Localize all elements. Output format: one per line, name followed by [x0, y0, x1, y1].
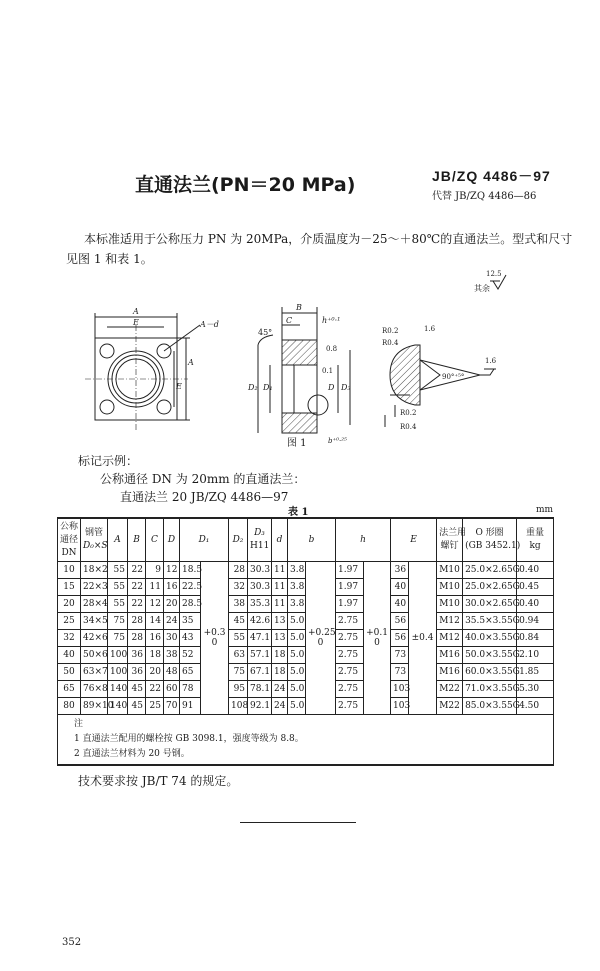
col-h-label: h: [360, 534, 366, 545]
col-screw-sub: 螺钉: [440, 541, 459, 551]
cell-h: 2.75: [336, 664, 364, 681]
cell-D: 60: [164, 681, 180, 698]
col-dn: 公称通径DN: [58, 518, 81, 562]
cell-D2: 75: [229, 664, 248, 681]
cell-pipe: 28×4: [81, 596, 108, 613]
cell-mass: 0.40: [517, 562, 554, 579]
cell-A: 55: [108, 562, 128, 579]
cell-d: 13: [272, 613, 288, 630]
cell-h: 1.97: [336, 562, 364, 579]
technical-requirements: 技术要求按 JB/T 74 的规定。: [78, 774, 239, 788]
col-h: [336, 518, 391, 562]
col-D1: [180, 518, 229, 562]
col-oring: [463, 518, 521, 562]
col-mass: [517, 518, 554, 562]
front-view: [85, 307, 219, 430]
cell-b: 5.0: [288, 681, 306, 698]
cell-h: 2.75: [336, 647, 364, 664]
cell-dn: 25: [58, 613, 81, 630]
cell-D1: 22.5: [180, 579, 201, 596]
document-title: 直通法兰(PN＝20 MPa): [135, 174, 356, 196]
cell-B: 22: [128, 562, 146, 579]
col-D3: [248, 518, 272, 562]
cell-d: 11: [272, 579, 288, 596]
page-number: 352: [62, 937, 82, 948]
cell-d: 11: [272, 562, 288, 579]
cell-D2: 95: [229, 681, 248, 698]
cell-D2: 55: [229, 630, 248, 647]
cell-C: 25: [146, 698, 164, 715]
cell-dn: 10: [58, 562, 81, 579]
cell-D1: 28.5: [180, 596, 201, 613]
table-unit: mm: [536, 505, 554, 515]
table-row: [58, 562, 554, 579]
cell-B: 28: [128, 630, 146, 647]
cell-D1: 52: [180, 647, 201, 664]
cell-screw: M10: [437, 579, 463, 596]
cell-pipe: 50×6: [81, 647, 108, 664]
cell-screw: M22: [437, 698, 463, 715]
intro-line-2: 见图 1 和表 1。: [66, 252, 153, 266]
dim-D1-label: D₁: [263, 383, 273, 392]
roughness-16b-label: 1.6: [485, 357, 497, 365]
cell-D3: 30.3: [248, 562, 272, 579]
cell-C: 18: [146, 647, 164, 664]
roughness-symbol: [474, 270, 506, 293]
cell-oring: 71.0×3.55G: [463, 681, 517, 698]
cell-oring: 60.0×3.55G: [463, 664, 517, 681]
radius-02b-label: R0.2: [400, 409, 417, 417]
dim-D2-label: D₂: [248, 383, 258, 392]
cell-pipe: 18×2: [81, 562, 108, 579]
dim-b-label: b⁺⁰·²⁵: [328, 437, 347, 445]
cell-D3: 78.1: [248, 681, 272, 698]
dim-E-side-label: E: [176, 382, 182, 391]
col-D2-label: D₂: [232, 534, 244, 545]
notes-title: 注: [74, 719, 84, 729]
cell-D1: 35: [180, 613, 201, 630]
cell-C: 11: [146, 579, 164, 596]
standard-number: JB/ZQ 4486－97: [432, 168, 551, 184]
cell-b: 3.8: [288, 596, 306, 613]
intro-line-1: 本标准适用于公称压力 PN 为 20MPa，介质温度为－25～＋80℃的直通法兰。型式和尺寸: [84, 232, 573, 246]
cell-E: 73: [391, 647, 409, 664]
cell-A: 75: [108, 630, 128, 647]
cell-dn: 40: [58, 647, 81, 664]
cell-E: 40: [391, 596, 409, 613]
divider-line: [240, 822, 356, 823]
cell-h: 2.75: [336, 681, 364, 698]
col-D3-label: D₃: [254, 528, 265, 538]
cell-oring: 50.0×3.55G: [463, 647, 517, 664]
cell-d: 13: [272, 630, 288, 647]
cell-D2: 45: [229, 613, 248, 630]
col-A-label: A: [114, 534, 121, 545]
cell-D: 38: [164, 647, 180, 664]
dimension-table: [57, 517, 554, 766]
cell-D2: 63: [229, 647, 248, 664]
col-D1-label: D₁: [198, 534, 210, 545]
cell-D3: 47.1: [248, 630, 272, 647]
cell-A: 100: [108, 647, 128, 664]
cell-mass: 0.40: [517, 596, 554, 613]
cell-B: 28: [128, 613, 146, 630]
radius-04b-label: R0.4: [400, 423, 417, 431]
cell-B: 45: [128, 698, 146, 715]
roughness-16a-label: 1.6: [424, 325, 436, 333]
cell-h: 1.97: [336, 579, 364, 596]
cell-D: 70: [164, 698, 180, 715]
dim-Ad-label: A－d: [200, 320, 219, 329]
cell-h: 2.75: [336, 630, 364, 647]
cell-B: 36: [128, 647, 146, 664]
cell-E: 103: [391, 681, 409, 698]
tolerance-01-label: 0.1: [322, 367, 334, 375]
cell-D2: 38: [229, 596, 248, 613]
col-D3-sub: H11: [250, 541, 270, 551]
cell-A: 55: [108, 596, 128, 613]
col-d-label: d: [276, 534, 283, 545]
cell-screw: M10: [437, 562, 463, 579]
marking-line-1: 公称通径 DN 为 20mm 的直通法兰：: [100, 472, 306, 486]
cell-D1: 91: [180, 698, 201, 715]
cell-mass: 0.84: [517, 630, 554, 647]
roughness-other-label: 其余: [474, 284, 490, 293]
note-1: 1 直通法兰配用的螺栓按 GB 3098.1，强度等级为 8.8。: [74, 734, 304, 744]
tolerance-b: +0.25 0: [306, 562, 336, 715]
cell-D3: 57.1: [248, 647, 272, 664]
cell-D: 12: [164, 562, 180, 579]
cell-d: 18: [272, 647, 288, 664]
cell-screw: M10: [437, 596, 463, 613]
cell-oring: 25.0×2.65G: [463, 579, 517, 596]
roughness-other-value: 12.5: [486, 270, 502, 278]
col-mass-sub: kg: [529, 541, 541, 551]
cell-C: 14: [146, 613, 164, 630]
table-notes: [58, 715, 554, 766]
cell-b: 5.0: [288, 647, 306, 664]
col-pipe: [81, 518, 108, 562]
note-2: 2 直通法兰材料为 20 号钢。: [74, 749, 190, 759]
cell-D2: 28: [229, 562, 248, 579]
cell-oring: 85.0×3.55G: [463, 698, 517, 715]
cell-pipe: 22×3: [81, 579, 108, 596]
cell-b: 5.0: [288, 664, 306, 681]
col-C-label: C: [151, 534, 158, 545]
col-screw-label: 法兰用: [439, 528, 467, 538]
dim-C-label: C: [286, 316, 293, 325]
cell-oring: 35.5×3.55G: [463, 613, 517, 630]
cell-b: 5.0: [288, 613, 306, 630]
cell-A: 55: [108, 579, 128, 596]
cell-D1: 18.5: [180, 562, 201, 579]
cell-screw: M22: [437, 681, 463, 698]
cell-D3: 42.6: [248, 613, 272, 630]
col-oring-label: O 形圈: [475, 528, 504, 538]
cell-E: 36: [391, 562, 409, 579]
col-B: [128, 518, 146, 562]
cell-E: 73: [391, 664, 409, 681]
col-b-label: b: [308, 534, 315, 545]
col-A: [108, 518, 128, 562]
cell-screw: M12: [437, 613, 463, 630]
cell-oring: 25.0×2.65G: [463, 562, 517, 579]
groove-angle-label: 90°⁺⁵°: [442, 373, 465, 381]
replaces-standard: 代替 JB/ZQ 4486—86: [432, 191, 537, 202]
cell-E: 103: [391, 698, 409, 715]
cell-B: 36: [128, 664, 146, 681]
cell-A: 75: [108, 613, 128, 630]
cell-A: 100: [108, 664, 128, 681]
cell-oring: 30.0×2.65G: [463, 596, 517, 613]
col-b: [288, 518, 336, 562]
col-pipe-label: 钢管: [84, 528, 103, 538]
cell-dn: 80: [58, 698, 81, 715]
cell-D3: 92.1: [248, 698, 272, 715]
cell-C: 20: [146, 664, 164, 681]
dim-B-label: B: [296, 303, 302, 312]
table-block: [57, 517, 553, 789]
cell-B: 45: [128, 681, 146, 698]
cell-dn: 50: [58, 664, 81, 681]
col-pipe-sub: D₀×S: [83, 541, 108, 551]
cell-d: 24: [272, 681, 288, 698]
table-header-row: [58, 518, 554, 562]
cell-D1: 78: [180, 681, 201, 698]
section-view: [247, 303, 351, 445]
cell-D2: 108: [229, 698, 248, 715]
col-E: [391, 518, 437, 562]
cell-mass: 5.30: [517, 681, 554, 698]
tolerance-E: ±0.4: [409, 562, 437, 715]
cell-d: 11: [272, 596, 288, 613]
cell-C: 12: [146, 596, 164, 613]
cell-pipe: 63×7: [81, 664, 108, 681]
radius-02a-label: R0.2: [382, 327, 399, 335]
roughness-08-label: 0.8: [326, 345, 338, 353]
cell-C: 16: [146, 630, 164, 647]
cell-D1: 65: [180, 664, 201, 681]
cell-E: 56: [391, 630, 409, 647]
dim-D-label: D: [328, 383, 335, 392]
col-screw: [437, 518, 467, 562]
col-D: [164, 518, 180, 562]
dim-A-side-label: A: [188, 358, 194, 367]
figure-caption: 图 1: [287, 438, 307, 449]
cell-mass: 1.85: [517, 664, 554, 681]
cell-h: 2.75: [336, 698, 364, 715]
cell-D3: 35.3: [248, 596, 272, 613]
table-caption: 表 1: [288, 507, 309, 518]
radius-04a-label: R0.4: [382, 339, 399, 347]
tolerance-D1: +0.3 0: [201, 562, 229, 715]
col-oring-sub: (GB 3452.1): [465, 541, 521, 551]
cell-mass: 0.94: [517, 613, 554, 630]
cell-mass: 4.50: [517, 698, 554, 715]
cell-D: 20: [164, 596, 180, 613]
cell-C: 9: [146, 562, 164, 579]
tolerance-h: +0.1 0: [364, 562, 391, 715]
cell-B: 22: [128, 579, 146, 596]
cell-C: 22: [146, 681, 164, 698]
cell-D: 48: [164, 664, 180, 681]
cell-D3: 30.3: [248, 579, 272, 596]
col-C: [146, 518, 164, 562]
cell-b: 5.0: [288, 698, 306, 715]
col-d: [272, 518, 288, 562]
cell-dn: 15: [58, 579, 81, 596]
cell-D2: 32: [229, 579, 248, 596]
cell-dn: 65: [58, 681, 81, 698]
col-D-label: D: [167, 534, 176, 545]
cell-mass: 0.45: [517, 579, 554, 596]
cell-pipe: 42×6: [81, 630, 108, 647]
col-mass-label: 重量: [526, 528, 545, 538]
cell-dn: 32: [58, 630, 81, 647]
marking-label: 标记示例：: [78, 454, 139, 468]
cell-E: 40: [391, 579, 409, 596]
cell-A: 140: [108, 698, 128, 715]
detail-view: [382, 325, 497, 431]
cell-h: 1.97: [336, 596, 364, 613]
cell-B: 22: [128, 596, 146, 613]
figure-1-drawing: [60, 265, 530, 450]
cell-screw: M16: [437, 647, 463, 664]
cell-pipe: 89×10: [81, 698, 108, 715]
table-notes-row: [58, 715, 554, 766]
col-E-label: E: [410, 534, 417, 545]
dim-h-label: h⁺⁰·¹: [322, 316, 341, 325]
cell-h: 2.75: [336, 613, 364, 630]
dim-D3-label: D₃: [341, 383, 351, 392]
chamfer-angle-label: 45°: [258, 328, 273, 337]
cell-d: 24: [272, 698, 288, 715]
cell-screw: M16: [437, 664, 463, 681]
cell-b: 3.8: [288, 562, 306, 579]
cell-D1: 43: [180, 630, 201, 647]
cell-b: 3.8: [288, 579, 306, 596]
cell-d: 18: [272, 664, 288, 681]
cell-oring: 40.0×3.55G: [463, 630, 517, 647]
dim-E-label: E: [133, 318, 139, 327]
dim-A-label: A: [133, 307, 139, 316]
cell-pipe: 76×8: [81, 681, 108, 698]
cell-D: 24: [164, 613, 180, 630]
cell-D3: 67.1: [248, 664, 272, 681]
cell-E: 56: [391, 613, 409, 630]
col-B-label: B: [133, 534, 140, 545]
cell-pipe: 34×5: [81, 613, 108, 630]
col-D2: [229, 518, 248, 562]
cell-A: 140: [108, 681, 128, 698]
cell-b: 5.0: [288, 630, 306, 647]
cell-screw: M12: [437, 630, 463, 647]
cell-dn: 20: [58, 596, 81, 613]
cell-mass: 2.10: [517, 647, 554, 664]
cell-D: 30: [164, 630, 180, 647]
marking-line-2: 直通法兰 20 JB/ZQ 4486—97: [120, 490, 289, 504]
cell-D: 16: [164, 579, 180, 596]
